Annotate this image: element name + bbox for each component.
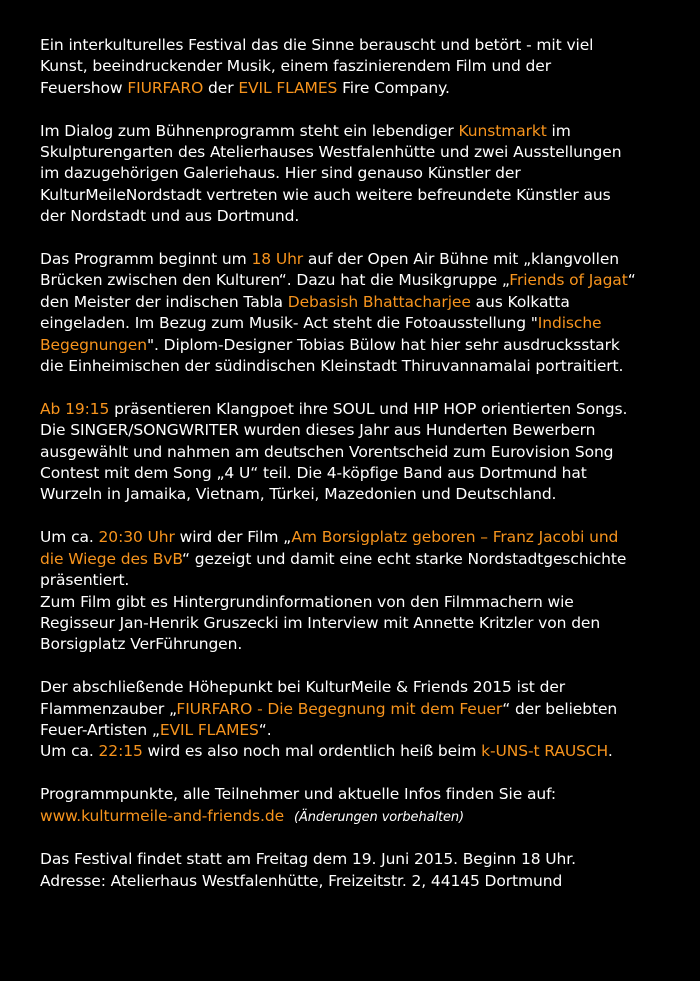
highlight-fiurfaro: FIURFARO	[127, 78, 204, 97]
highlight-friends-of-jagat: Friends of Jagat	[509, 271, 628, 290]
highlight-begegnungen: Begegnungen	[40, 335, 147, 354]
text-line: Feuer-Artisten „EVIL FLAMES“.	[40, 720, 272, 739]
text-line: die Wiege des BvB“ gezeigt und damit eine echt starke Nordstadtgeschichte	[40, 549, 627, 568]
text-line: Contest mit dem Song „4 U“ teil. Die 4-köpfige Band aus Dortmund hat	[40, 464, 587, 483]
text-line: Der abschließende Höhepunkt bei KulturMeile & Friends 2015 ist der	[40, 678, 566, 697]
kunstmarkt-paragraph	[40, 121, 690, 228]
text-line: präsentiert.	[40, 571, 130, 590]
highlight-film-title: Am Borsigplatz geboren – Franz Jacobi und	[291, 528, 619, 547]
highlight-film-title-cont: die Wiege des BvB	[40, 549, 183, 568]
changes-reserved-note: (Änderungen vorbehalten)	[294, 809, 464, 825]
text-line: Die SINGER/SONGWRITER wurden dieses Jahr aus Hunderten Bewerbern	[40, 421, 596, 440]
flyer-text	[40, 35, 690, 914]
highlight-kunstmarkt: Kunstmarkt	[458, 121, 547, 140]
text-line: Regisseur Jan-Henrik Gruszecki im Interview mit Annette Kritzler von den	[40, 613, 601, 632]
text-line: Um ca. 22:15 wird es also noch mal ordentlich heiß beim k-UNS-t RAUSCH.	[40, 742, 613, 761]
text-line: Borsigplatz VerFührungen.	[40, 635, 243, 654]
klangpoet-paragraph	[40, 399, 690, 506]
text-line: Wurzeln in Jamaika, Vietnam, Türkei, Mazedonien und Deutschland.	[40, 485, 557, 504]
program-paragraph	[40, 249, 690, 377]
text-line: Das Programm beginnt um 18 Uhr auf der Open Air Bühne mit „klangvollen	[40, 250, 620, 269]
highlight-kunst-rausch: k-UNS-t RAUSCH	[481, 742, 608, 761]
text-line: der Nordstadt und aus Dortmund.	[40, 207, 300, 226]
highlight-evil-flames: EVIL FLAMES	[238, 78, 338, 97]
highlight-time-2215: 22:15	[98, 742, 143, 761]
text-line: eingeladen. Im Bezug zum Musik- Act steht die Fotoausstellung "Indische	[40, 314, 602, 333]
text-line: Um ca. 20:30 Uhr wird der Film „Am Borsigplatz geboren – Franz Jacobi und	[40, 528, 619, 547]
highlight-evil-flames: EVIL FLAMES	[159, 720, 259, 739]
text-line	[40, 806, 690, 828]
text-line: Programmpunkte, alle Teilnehmer und aktuelle Infos finden Sie auf:	[40, 785, 557, 804]
text-line: im dazugehörigen Galeriehaus. Hier sind genauso Künstler der	[40, 164, 521, 183]
text-line: KulturMeileNordstadt vertreten wie auch weitere befreundete Künstler aus	[40, 185, 611, 204]
highlight-fiurfaro-show: FIURFARO - Die Begegnung mit dem Feuer	[176, 699, 503, 718]
text-line: Ab 19:15 präsentieren Klangpoet ihre SOUL und HIP HOP orientierten Songs.	[40, 399, 628, 418]
text-line: Zum Film gibt es Hintergrundinformationen von den Filmmachern wie	[40, 592, 574, 611]
highlight-time-1915: Ab 19:15	[40, 399, 110, 418]
text-line: die Einheimischen der südindischen Kleinstadt Thiruvannamalai portraitiert.	[40, 357, 624, 376]
film-paragraph	[40, 527, 690, 655]
text-line: Im Dialog zum Bühnenprogramm steht ein lebendiger Kunstmarkt im	[40, 121, 571, 140]
text-line: Kunst, beeindruckender Musik, einem faszinierendem Film und der	[40, 57, 551, 76]
highlight-indische: Indische	[537, 314, 602, 333]
finale-paragraph	[40, 677, 690, 763]
text-line: Feuershow FIURFARO der EVIL FLAMES Fire Company.	[40, 78, 450, 97]
website-link[interactable]: www.kulturmeile-and-friends.de	[40, 806, 285, 825]
highlight-debasish: Debasish Bhattacharjee	[287, 292, 471, 311]
text-line: Ein interkulturelles Festival das die Sinne berauscht und betört - mit viel	[40, 36, 594, 54]
date-address-paragraph	[40, 849, 690, 892]
intro-paragraph	[40, 35, 690, 99]
text-line: Brücken zwischen den Kulturen“. Dazu hat die Musikgruppe „Friends of Jagat“	[40, 271, 636, 290]
highlight-time-18: 18 Uhr	[251, 250, 304, 269]
highlight-time-2030: 20:30 Uhr	[98, 528, 175, 547]
text-line: Adresse: Atelierhaus Westfalenhütte, Freizeitstr. 2, 44145 Dortmund	[40, 871, 563, 890]
text-line: ausgewählt und nahmen am deutschen Vorentscheid zum Eurovision Song	[40, 442, 614, 461]
text-line: Das Festival findet statt am Freitag dem 19. Juni 2015. Beginn 18 Uhr.	[40, 850, 576, 869]
text-line: Begegnungen". Diplom-Designer Tobias Bülow hat hier sehr ausdrucksstark	[40, 335, 620, 354]
info-paragraph	[40, 784, 690, 828]
text-line: Flammenzauber „FIURFARO - Die Begegnung mit dem Feuer“ der beliebten	[40, 699, 618, 718]
text-line: Skulpturengarten des Atelierhauses Westfalenhütte und zwei Ausstellungen	[40, 143, 622, 162]
text-line: den Meister der indischen Tabla Debasish Bhattacharjee aus Kolkatta	[40, 292, 570, 311]
